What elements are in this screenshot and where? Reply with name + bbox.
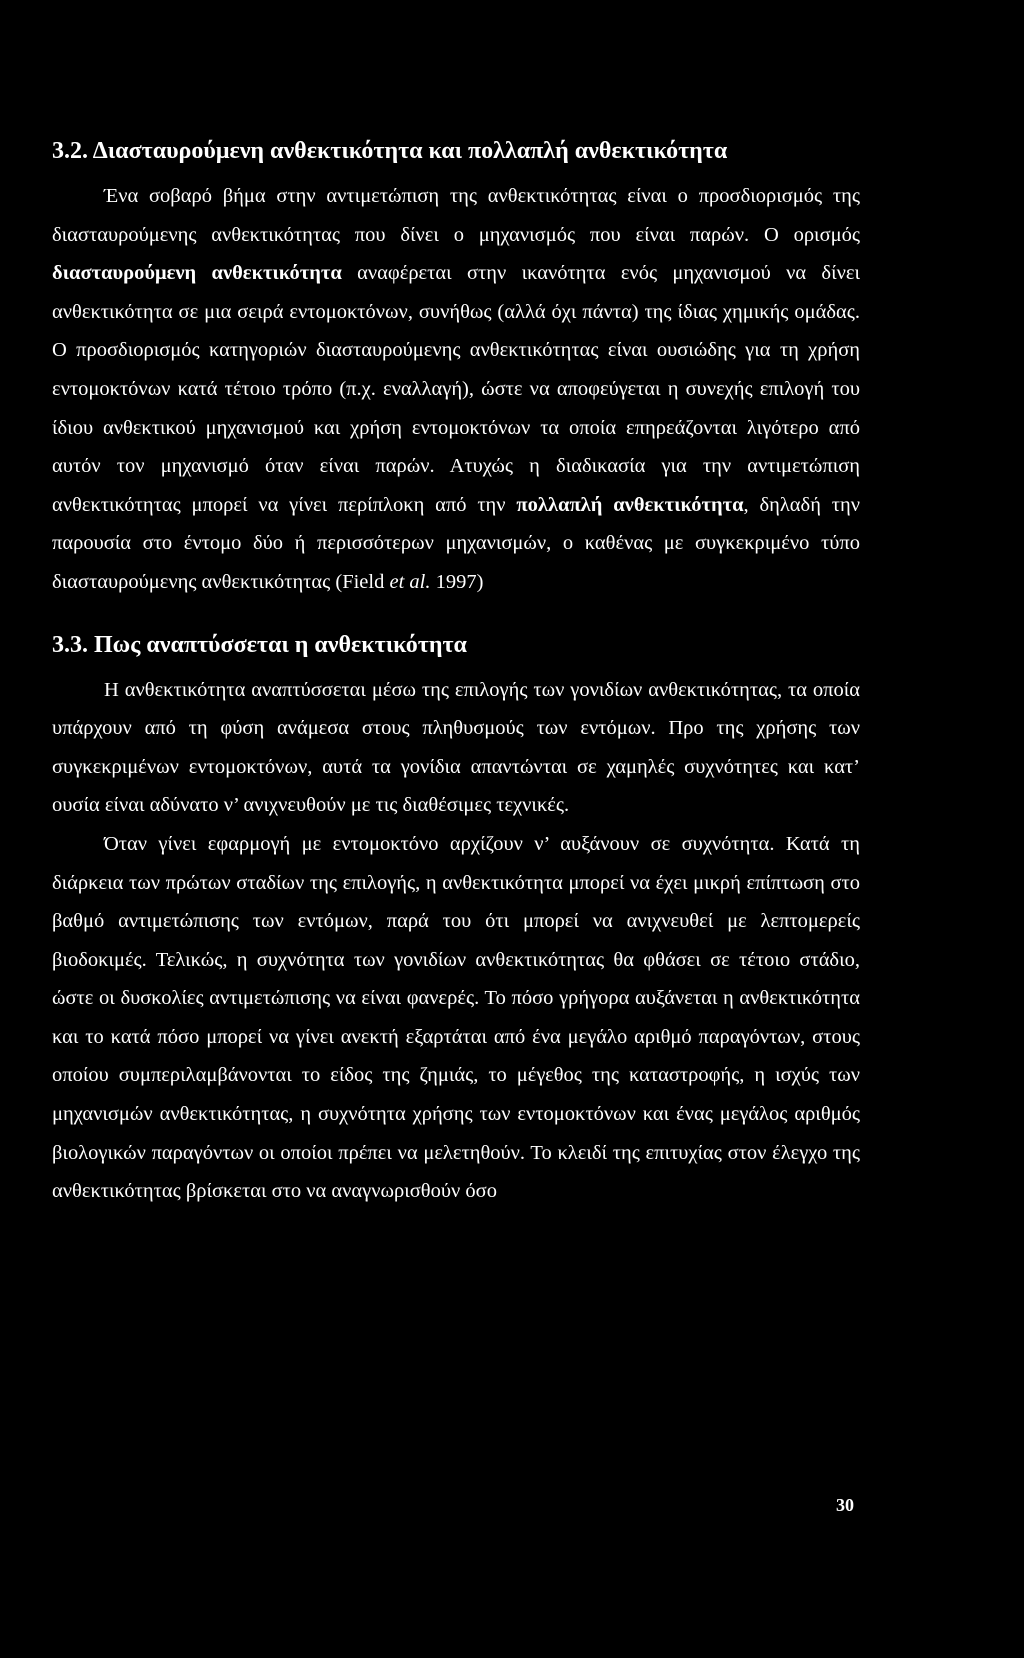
section-3-2-heading xyxy=(52,134,860,168)
section-title: Διασταυρούμενη ανθεκτικότητα και πολλαπλή ανθεκτικότητα xyxy=(92,138,728,164)
document-page xyxy=(52,134,860,1211)
citation-et-al: et al. xyxy=(389,570,431,593)
paragraph-text: Ένα σοβαρό βήμα στην αντιμετώπιση της ανθεκτικότητας είναι ο προσδιορισμός της διασταυρούμενης ανθεκτικότητας που δίνει ο μηχανισμός που είναι παρών. Ο ορισμός xyxy=(52,185,860,246)
section-number: 3.2. xyxy=(52,138,88,164)
section-3-2-paragraph xyxy=(52,177,860,602)
section-3-3-paragraph-2: Όταν γίνει εφαρμογή με εντομοκτόνο αρχίζουν ν’ αυξάνουν σε συχνότητα. Κατά τη διάρκεια των πρώτων σταδίων της επιλογής, η ανθεκτικότητα μπορεί να έχει μικρή επίπτωση στο βαθμό αντιμετώπισης των εντόμων, παρά του ότι μπορεί να ανιχνευθεί με λεπτομερείς βιοδοκιμές. Τελικώς, η συχνότητα των γονιδίων ανθεκτικότητας θα φθάσει σε τέτοιο στάδιο, ώστε οι δυσκολίες αντιμετώπισης να είναι φανερές. Το πόσο γρήγορα αυξάνεται η ανθεκτικότητα και το κατά πόσο μπορεί να γίνει ανεκτή εξαρτάται από ένα μεγάλο αριθμό παραγόντων, στους οποίου συμπεριλαμβάνονται το είδος της ζημιάς, το μέγεθος της καταστροφής, η ισχύς των μηχανισμών ανθεκτικότητας, η συχνότητα χρήσης των εντομοκτόνων και ένας μεγάλος αριθμός βιολογικών παραγόντων οι οποίοι πρέπει να μελετηθούν. Το κλειδί της επιτυχίας στον έλεγχο της ανθεκτικότητας βρίσκεται στο να αναγνωρισθούν όσο xyxy=(52,832,860,1203)
paragraph-text: , δηλαδή την παρουσία στο έντομο δύο ή περισσότερων μηχανισμών, ο καθένας με συγκεκριμένο τύπο διασταυρούμενης ανθεκτικότητας (Field xyxy=(52,493,860,593)
section-3-3-paragraph-1: Η ανθεκτικότητα αναπτύσσεται μέσω της επιλογής των γονιδίων ανθεκτικότητας, τα οποία υπάρχουν από τη φύση ανάμεσα στους πληθυσμούς των εντόμων. Προ της χρήσης των συγκεκριμένων εντομοκτόνων, αυτά τα γονίδια απαντώνται σε χαμηλές συχνότητες και κατ’ ουσία είναι αδύνατο ν’ ανιχνευθούν με τις διαθέσιμες τεχνικές. xyxy=(52,678,860,817)
paragraph-text: αναφέρεται στην ικανότητα ενός μηχανισμού να δίνει ανθεκτικότητα σε μια σειρά εντομοκτόνων, συνήθως (αλλά όχι πάντα) της ίδιας χημικής ομάδας. Ο προσδιορισμός κατηγοριών διασταυρούμενης ανθεκτικότητας είναι ουσιώδης για τη χρήση εντομοκτόνων κατά τέτοιο τρόπο (π.χ. εναλλαγή), ώστε να αποφεύγεται η συνεχής επιλογή του ίδιου ανθεκτικού μηχανισμού και χρήση εντομοκτόνων τα οποία επηρεάζονται λιγότερο από αυτόν τον μηχανισμό όταν είναι παρών. Ατυχώς η διαδικασία για την αντιμετώπιση ανθεκτικότητας μπορεί να γίνει περίπλοκη από την xyxy=(52,262,860,516)
section-title: Πως αναπτύσσεται η ανθεκτικότητα xyxy=(94,631,467,658)
section-3-3-heading xyxy=(52,628,860,662)
section-number: 3.3. xyxy=(52,631,88,658)
section-gap xyxy=(52,602,860,628)
citation-year: 1997) xyxy=(430,570,484,593)
term-cross-resistance: διασταυρούμενη ανθεκτικότητα xyxy=(52,262,342,285)
term-multiple-resistance: πολλαπλή ανθεκτικότητα xyxy=(516,493,744,516)
page-number: 30 xyxy=(836,1495,854,1515)
